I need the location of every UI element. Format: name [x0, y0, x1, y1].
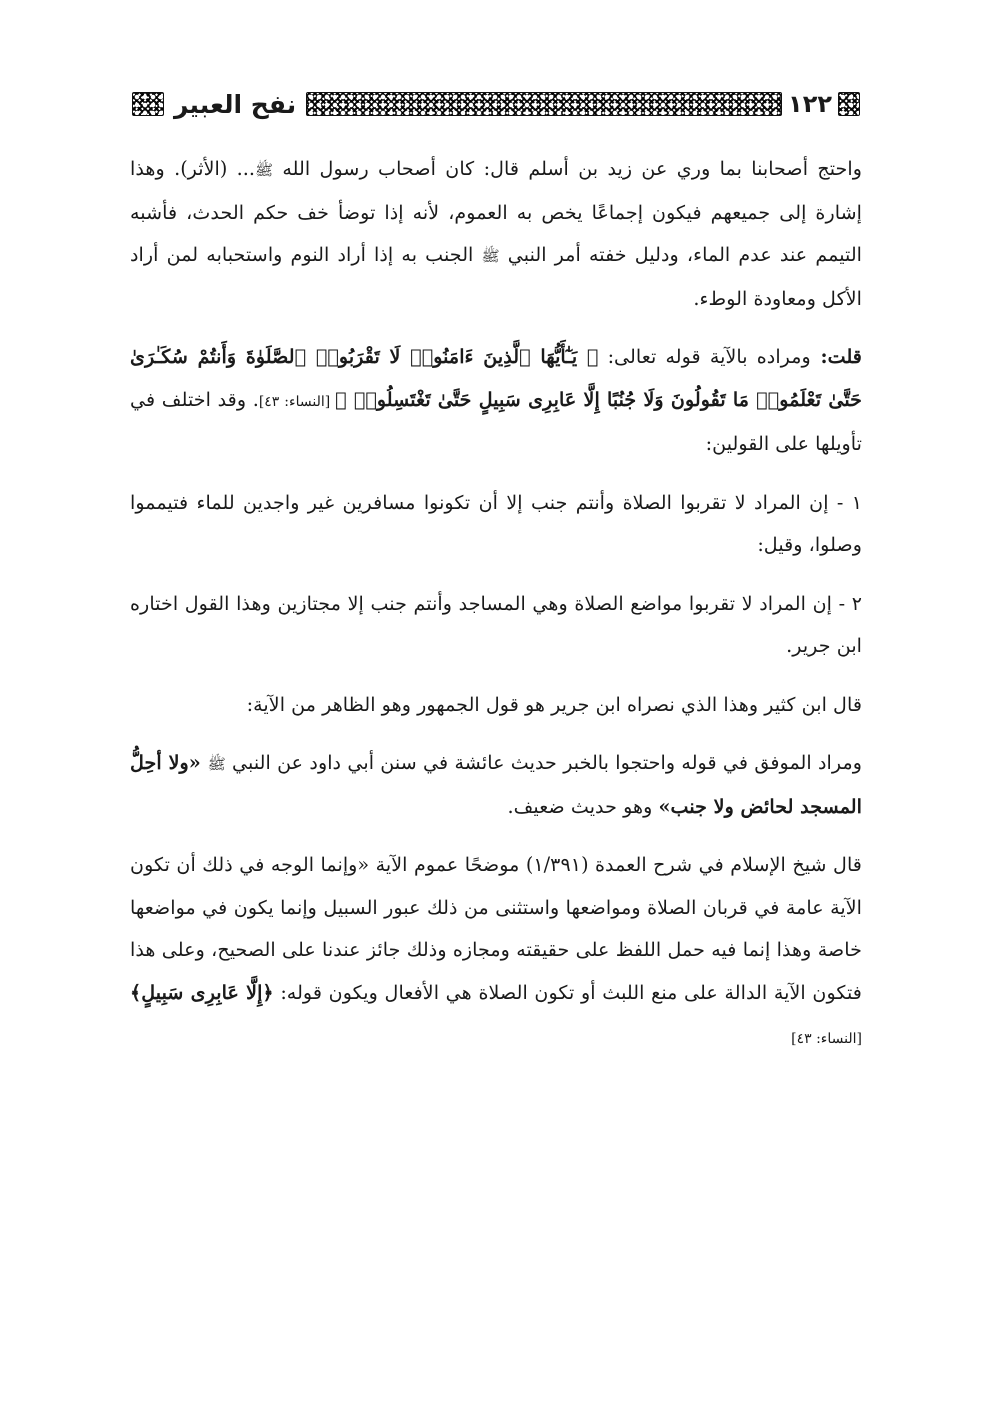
paragraph-7 — [130, 844, 862, 1061]
verse-reference: [النساء: ٤٣] — [258, 393, 336, 410]
ornament-band-icon — [306, 92, 782, 116]
p1-text-2: ... (الأثر). وهذا إشارة إلى جميعهم فيكون إجماعًا يخص به العموم، لأنه إذا توضأ خف حكم الحدث، فأشبه التيمم عند عدم الماء، ودليل خفته أمر النبي — [130, 157, 862, 266]
p6-text-2: وهو حديث ضعيف. — [507, 794, 659, 818]
ornament-icon — [132, 92, 164, 116]
ornament-icon — [838, 92, 860, 116]
page-number: ١٢٢ — [788, 90, 832, 118]
paragraph-5: قال ابن كثير وهذا الذي نصراه ابن جرير هو قول الجمهور وهو الظاهر من الآية: — [246, 692, 862, 716]
page-header — [132, 86, 860, 122]
verse-reference: [النساء: ٤٣] — [791, 1031, 862, 1047]
paragraph-4: ٢ - إن المراد لا تقربوا مواضع الصلاة وهي المساجد وأنتم جنب إلا مجتازين وهذا القول اختاره ابن جرير. — [130, 591, 862, 657]
paragraph-3: ١ - إن المراد لا تقربوا الصلاة وأنتم جنب إلا أن تكونوا مسافرين غير واجدين للماء فتيمموا وصلوا، وقيل: — [130, 490, 862, 556]
page-body — [130, 148, 862, 1061]
hadith-quote: «ولا أحِلُّ المسجد لحائض ولا جنب» — [130, 751, 862, 818]
book-title: نفح العبير — [174, 89, 297, 119]
salutation-glyph: ﷺ — [254, 161, 274, 179]
paragraph-6 — [130, 742, 862, 828]
qultu-lead: قلت: — [810, 345, 862, 368]
paragraph-1 — [130, 148, 862, 320]
p6-text-1: ومراد الموفق في قوله واحتجوا بالخبر حديث عائشة في سنن أبي داود عن النبي — [225, 751, 862, 774]
paragraph-2 — [130, 336, 862, 466]
salutation-glyph: ﷺ — [481, 247, 500, 265]
p1-text-1: واحتج أصحابنا بما وري عن زيد بن أسلم قال: كان أصحاب رسول الله — [273, 157, 862, 180]
quran-verse: ﴿إِلَّا عَابِرِى سَبِيلٍ﴾ — [130, 980, 274, 1004]
salutation-glyph: ﷺ — [207, 755, 226, 773]
p1-text-3: الجنب به إذا أراد النوم واستحبابه لمن أراد الأكل ومعاودة الوطء. — [130, 243, 862, 310]
p2-text-2: . وقد اختلف في تأويلها على القولين: — [130, 387, 862, 455]
p7-text-1: قال شيخ الإسلام في شرح العمدة (١/٣٩١) موضحًا عموم الآية «وإنما الوجه في ذلك أن تكون الآية عامة في قربان الصلاة ومواضعها واستثنى من ذلك عبور السبيل وإنما يكون في مواضعها خاصة وهذا إنما فيه حمل اللفظ على حقيقته ومجازه وذلك جائز عندنا على الصحيح، وعلى هذا فتكون الآية الدالة على منع اللبث أو تكون الصلاة هي الأفعال ويكون قوله: — [130, 853, 862, 1004]
quran-verse: ﴿ يَـٰٓأَيُّهَا ٱلَّذِينَ ءَامَنُوا۟ لَا تَقْرَبُوا۟ ٱلصَّلَوٰةَ وَأَنتُمْ سُكَـٰرَىٰ حَتَّىٰ تَعْلَمُوا۟ مَا تَقُولُونَ وَلَا جُنُبًا إِلَّا عَابِرِى سَبِيلٍ حَتَّىٰ تَغْتَسِلُوا۟ ﴾ — [130, 345, 862, 411]
p2-text-1: ومراده بالآية قوله تعالى: — [598, 345, 811, 368]
